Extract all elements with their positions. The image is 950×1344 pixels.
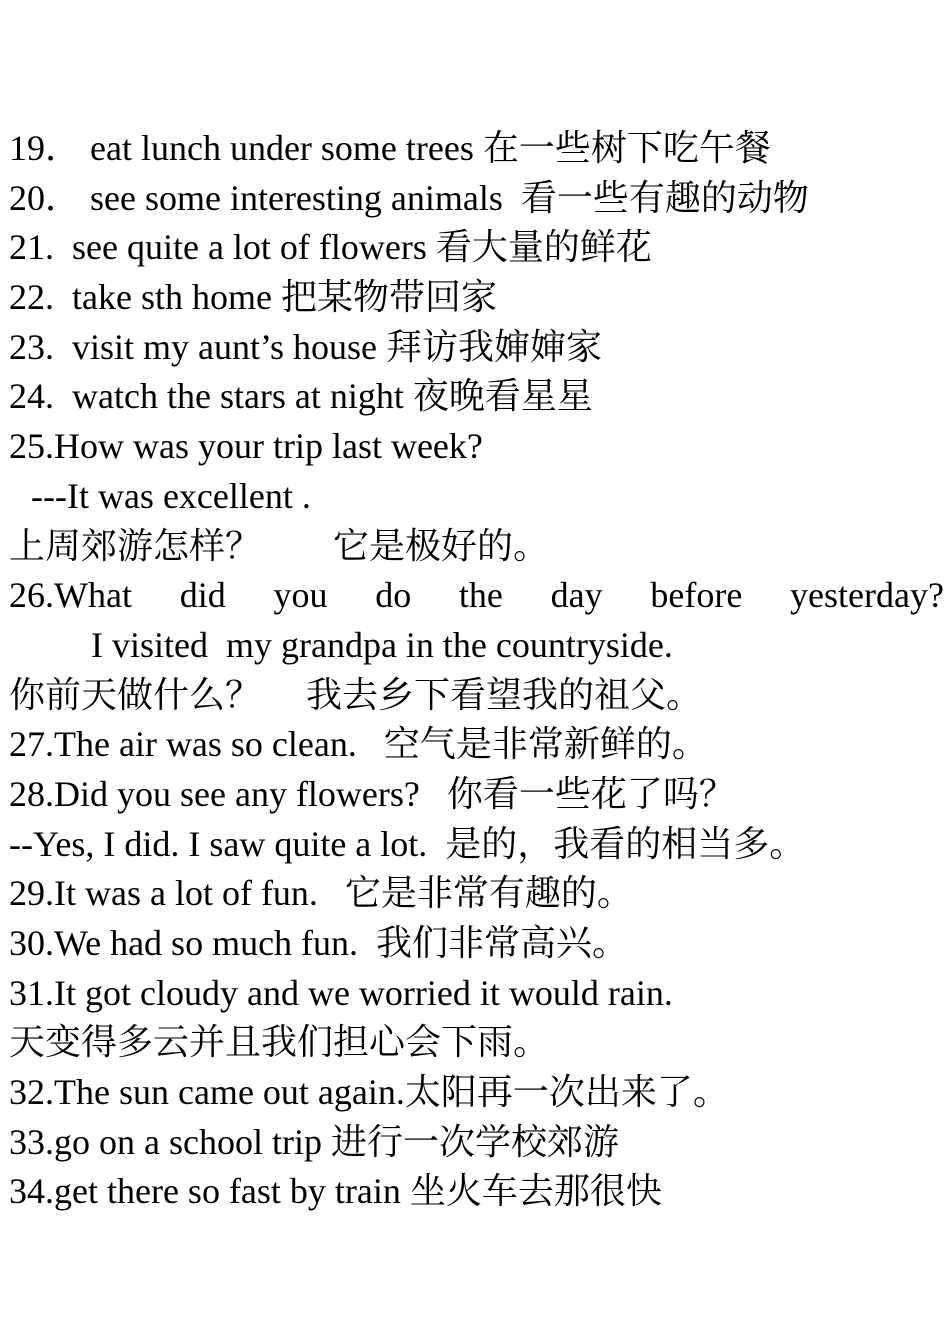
sentence-line-28-answer: --Yes, I did. I saw quite a lot. 是的，我看的相当多。 [9, 823, 806, 864]
phrase-line-23: 23. visit my aunt’s house 拜访我婶婶家 [9, 326, 602, 367]
word: did [179, 575, 226, 616]
sentence-line-31: 31.It got cloudy and we worried it would rain. [9, 972, 673, 1013]
phrase-line-24: 24. watch the stars at night 夜晚看星星 [9, 376, 593, 417]
sentence-line-29: 29.It was a lot of fun. 它是非常有趣的。 [9, 873, 633, 914]
phrase-line-22: 22. take sth home 把某物带回家 [9, 277, 497, 318]
phrase-line-19: 19． eat lunch under some trees 在一些树下吃午餐 [9, 128, 771, 168]
word: before [650, 575, 743, 616]
sentence-line-26-answer: I visited my grandpa in the countryside. [91, 624, 673, 665]
sentence-line-25-answer: ---It was excellent . [31, 475, 311, 516]
sentence-line-27: 27.The air was so clean. 空气是非常新鲜的。 [9, 724, 708, 765]
sentence-line-25-question: 25.How was your trip last week? [9, 426, 483, 467]
phrase-line-21: 21. see quite a lot of flowers 看大量的鲜花 [9, 227, 652, 268]
sentence-line-30: 30.We had so much fun. 我们非常高兴。 [9, 923, 629, 963]
word: you [273, 575, 328, 616]
word: do [375, 575, 412, 616]
word: day [550, 575, 603, 616]
sentence-line-25-translation: 上周郊游怎样？ 它是极好的。 [9, 525, 550, 566]
word: the [458, 575, 503, 616]
sentence-line-26-translation: 你前天做什么？ 我去乡下看望我的祖父。 [9, 674, 703, 715]
sentence-line-26-question [9, 571, 944, 621]
sentence-line-31-translation: 天变得多云并且我们担心会下雨。 [9, 1022, 550, 1063]
sentence-line-32: 32.The sun came out again.太阳再一次出来了。 [9, 1072, 729, 1113]
sentence-line-28-question: 28.Did you see any flowers? 你看一些花了吗？ [9, 773, 735, 814]
document-page [9, 124, 944, 1217]
word: yesterday? [790, 575, 944, 616]
word: 26.What [9, 575, 132, 616]
phrase-line-20: 20． see some interesting animals 看一些有趣的动物 [9, 177, 809, 218]
phrase-line-34: 34.get there so fast by train 坐火车去那很快 [9, 1171, 662, 1212]
phrase-line-33: 33.go on a school trip 进行一次学校郊游 [9, 1121, 619, 1162]
